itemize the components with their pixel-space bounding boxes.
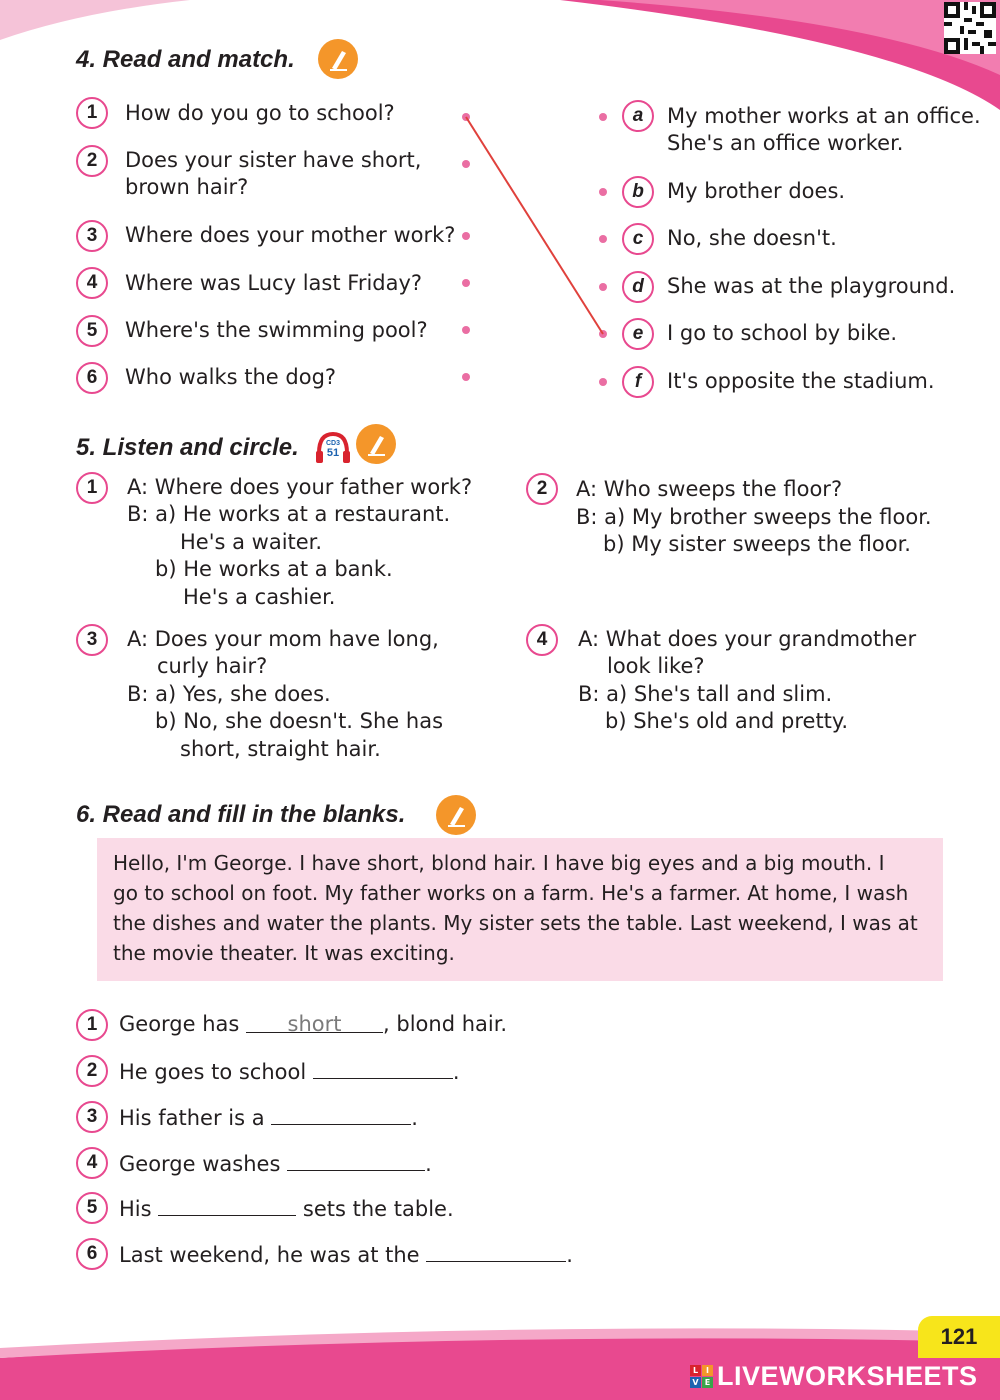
sentence-end: . xyxy=(425,1152,432,1176)
dialogue-line[interactable]: b) She's old and pretty. xyxy=(605,709,849,733)
liveworksheets-logo[interactable] xyxy=(690,1361,978,1391)
section-6-title: 6. Read and fill in the blanks. xyxy=(76,801,406,828)
blank-input[interactable] xyxy=(313,1057,453,1079)
answer-text: I go to school by bike. xyxy=(667,321,898,345)
logo-badge-icon xyxy=(690,1365,713,1388)
question-number: 2 xyxy=(76,145,108,177)
dialogue-line: A: What does your grandmother xyxy=(578,627,917,651)
question-text: Does your sister have short, xyxy=(125,148,422,172)
blank-input[interactable] xyxy=(426,1240,566,1262)
passage-line: the movie theater. It was exciting. xyxy=(113,941,455,965)
blank-input[interactable] xyxy=(271,1103,411,1125)
sentence-start: He goes to school xyxy=(119,1060,313,1084)
passage-line: go to school on foot. My father works on a farm. He's a farmer. At home, I wash xyxy=(113,881,909,905)
answer-text: She was at the playground. xyxy=(667,274,956,298)
audio-track-label: CD3 xyxy=(325,440,340,447)
blank-sentence xyxy=(119,1149,432,1178)
dialogue-line[interactable]: b) He works at a bank. xyxy=(155,557,393,581)
answer-letter: c xyxy=(622,223,654,255)
blank-sentence xyxy=(119,1194,454,1223)
brand-name: LIVEWORKSHEETS xyxy=(717,1360,978,1391)
passage-line: the dishes and water the plants. My sister sets the table. Last weekend, I was at xyxy=(113,911,918,935)
logo-badge-letter: V xyxy=(690,1377,701,1388)
answer-letter: e xyxy=(622,318,654,350)
section-5-title: 5. Listen and circle. xyxy=(76,434,299,461)
question-number: 4 xyxy=(76,267,108,299)
reading-passage xyxy=(97,838,943,981)
question-number: 6 xyxy=(76,362,108,394)
question-text: Who walks the dog? xyxy=(125,365,337,389)
dialogue-line: A: Where does your father work? xyxy=(127,475,473,499)
question-text: Where does your mother work? xyxy=(125,223,456,247)
answer-text: It's opposite the stadium. xyxy=(667,369,935,393)
question-number: 5 xyxy=(76,315,108,347)
audio-track-number: 51 xyxy=(326,447,340,459)
passage-line: Hello, I'm George. I have short, blond hair. I have big eyes and a big mouth. I xyxy=(113,851,885,875)
dialogue-line: curly hair? xyxy=(157,654,268,678)
sentence-start: George has xyxy=(119,1012,247,1036)
sentence-end: . xyxy=(566,1243,573,1267)
blank-sentence xyxy=(119,1103,418,1132)
blank-item-number: 2 xyxy=(76,1055,108,1087)
sentence-start: Last weekend, he was at the xyxy=(119,1243,427,1267)
logo-badge-letter: E xyxy=(702,1377,713,1388)
dialogue-line[interactable]: b) No, she doesn't. She has xyxy=(155,709,444,733)
answer-text: My mother works at an office. xyxy=(667,104,981,128)
dialogue-line[interactable]: B: a) My brother sweeps the floor. xyxy=(576,505,932,529)
blank-sentence xyxy=(119,1240,573,1269)
dialogue-line[interactable]: B: a) He works at a restaurant. xyxy=(127,502,451,526)
dialogue-line[interactable]: He's a cashier. xyxy=(183,585,336,609)
sentence-end: , blond hair. xyxy=(383,1012,508,1036)
logo-badge-letter: L xyxy=(690,1365,701,1376)
answer-letter: b xyxy=(622,176,654,208)
dialogue-line[interactable]: B: a) She's tall and slim. xyxy=(578,682,833,706)
sentence-end: . xyxy=(452,1060,460,1084)
blank-item-number: 1 xyxy=(76,1009,108,1041)
listen-item-number: 4 xyxy=(526,624,558,656)
answer-text: My brother does. xyxy=(667,179,846,203)
blank-sentence xyxy=(119,1057,460,1086)
dialogue-line[interactable]: short, straight hair. xyxy=(180,737,381,761)
question-number: 3 xyxy=(76,220,108,252)
sentence-end: . xyxy=(411,1106,418,1130)
dialogue-line: A: Does your mom have long, xyxy=(127,627,439,651)
blank-item-number: 6 xyxy=(76,1238,108,1270)
blank-item-number: 3 xyxy=(76,1101,108,1133)
sentence-start: His father is a xyxy=(119,1106,272,1130)
sentence-start: George washes xyxy=(119,1152,288,1176)
dialogue-line[interactable]: B: a) Yes, she does. xyxy=(127,682,331,706)
question-text: brown hair? xyxy=(125,175,249,199)
dialogue-line[interactable]: b) My sister sweeps the floor. xyxy=(603,532,911,556)
blank-item-number: 4 xyxy=(76,1147,108,1179)
question-text: Where was Lucy last Friday? xyxy=(125,271,423,295)
sentence-end: sets the table. xyxy=(296,1197,454,1221)
answer-text: No, she doesn't. xyxy=(667,226,837,250)
answer-text: She's an office worker. xyxy=(667,131,904,155)
answer-letter: f xyxy=(622,366,654,398)
listen-item-number: 1 xyxy=(76,472,108,504)
blank-sentence xyxy=(119,1011,507,1038)
dialogue-line[interactable]: He's a waiter. xyxy=(180,530,323,554)
listen-item-number: 3 xyxy=(76,624,108,656)
blank-item-number: 5 xyxy=(76,1192,108,1224)
section-4-title: 4. Read and match. xyxy=(76,46,295,73)
dialogue-line: look like? xyxy=(607,654,705,678)
question-number: 1 xyxy=(76,97,108,129)
question-text: Where's the swimming pool? xyxy=(125,318,428,342)
question-text: How do you go to school? xyxy=(125,101,395,125)
blank-input[interactable]: short xyxy=(246,1011,383,1033)
page-number: 121 xyxy=(918,1316,1000,1358)
answer-letter: a xyxy=(622,100,654,132)
pencil-icon xyxy=(356,424,396,464)
pencil-icon xyxy=(436,795,476,835)
blank-input[interactable] xyxy=(158,1194,296,1216)
dialogue-line: A: Who sweeps the floor? xyxy=(576,477,843,501)
headphones-icon[interactable] xyxy=(314,431,352,465)
blank-input[interactable] xyxy=(287,1149,425,1171)
answer-letter: d xyxy=(622,271,654,303)
listen-item-number: 2 xyxy=(526,473,558,505)
sentence-start: His xyxy=(119,1197,159,1221)
logo-badge-letter: I xyxy=(702,1365,713,1376)
